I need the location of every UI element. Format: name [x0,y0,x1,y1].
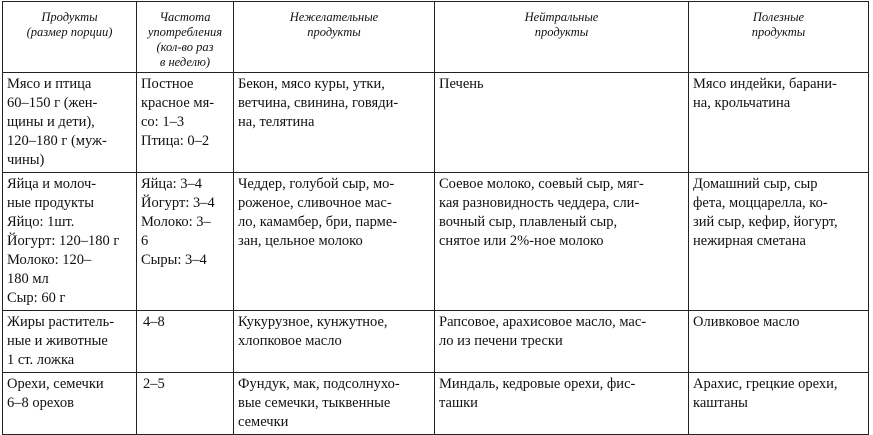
cell-undesirable: Чеддер, голубой сыр, мо- роженое, сливочное мас- ло, камамбер, бри, парме- зан, цельное молоко [234,173,435,311]
cell-undesirable: Кукурузное, кунжутное, хлопковое масло [234,311,435,373]
cell-undesirable: Бекон, мясо куры, утки, ветчина, свинина, говяди- на, телятина [234,73,435,173]
header-frequency: Частота употребления (кол-во раз в неделю) [137,2,234,73]
cell-product: Орехи, семечки 6–8 орехов [3,373,137,435]
table-row [3,311,869,373]
cell-frequency: Яйца: 3–4 Йогурт: 3–4 Молоко: 3– 6 Сыры: 3–4 [137,173,234,311]
cell-healthy: Арахис, грецкие орехи, каштаны [689,373,869,435]
header-healthy: Полезные продукты [689,2,869,73]
cell-frequency: Постное красное мя- со: 1–3 Птица: 0–2 [137,73,234,173]
header-undesirable: Нежелательные продукты [234,2,435,73]
cell-neutral: Рапсовое, арахисовое масло, мас- ло из печени трески [435,311,689,373]
header-neutral: Нейтральные продукты [435,2,689,73]
cell-product: Яйца и молоч- ные продукты Яйцо: 1шт. Йогурт: 120–180 г Молоко: 120– 180 мл Сыр: 60 г [3,173,137,311]
cell-undesirable: Фундук, мак, подсолнухо- вые семечки, тыквенные семечки [234,373,435,435]
cell-product: Мясо и птица 60–150 г (жен- щины и дети), 120–180 г (муж- чины) [3,73,137,173]
table-row [3,73,869,173]
food-table [2,1,869,435]
cell-product: Жиры раститель- ные и животные 1 ст. ложка [3,311,137,373]
cell-neutral: Миндаль, кедровые орехи, фис- ташки [435,373,689,435]
cell-neutral: Печень [435,73,689,173]
cell-neutral: Соевое молоко, соевый сыр, мяг- кая разновидность чеддера, сли- вочный сыр, плавленый сыр, снятое или 2%-ное молоко [435,173,689,311]
table-row [3,373,869,435]
cell-healthy: Оливковое масло [689,311,869,373]
cell-frequency: 4–8 [137,311,234,373]
cell-healthy: Домашний сыр, сыр фета, моццарелла, ко- зий сыр, кефир, йогурт, нежирная сметана [689,173,869,311]
header-row [3,2,869,73]
header-products: Продукты (размер порции) [3,2,137,73]
cell-frequency: 2–5 [137,373,234,435]
cell-healthy: Мясо индейки, барани- на, крольчатина [689,73,869,173]
table-row [3,173,869,311]
